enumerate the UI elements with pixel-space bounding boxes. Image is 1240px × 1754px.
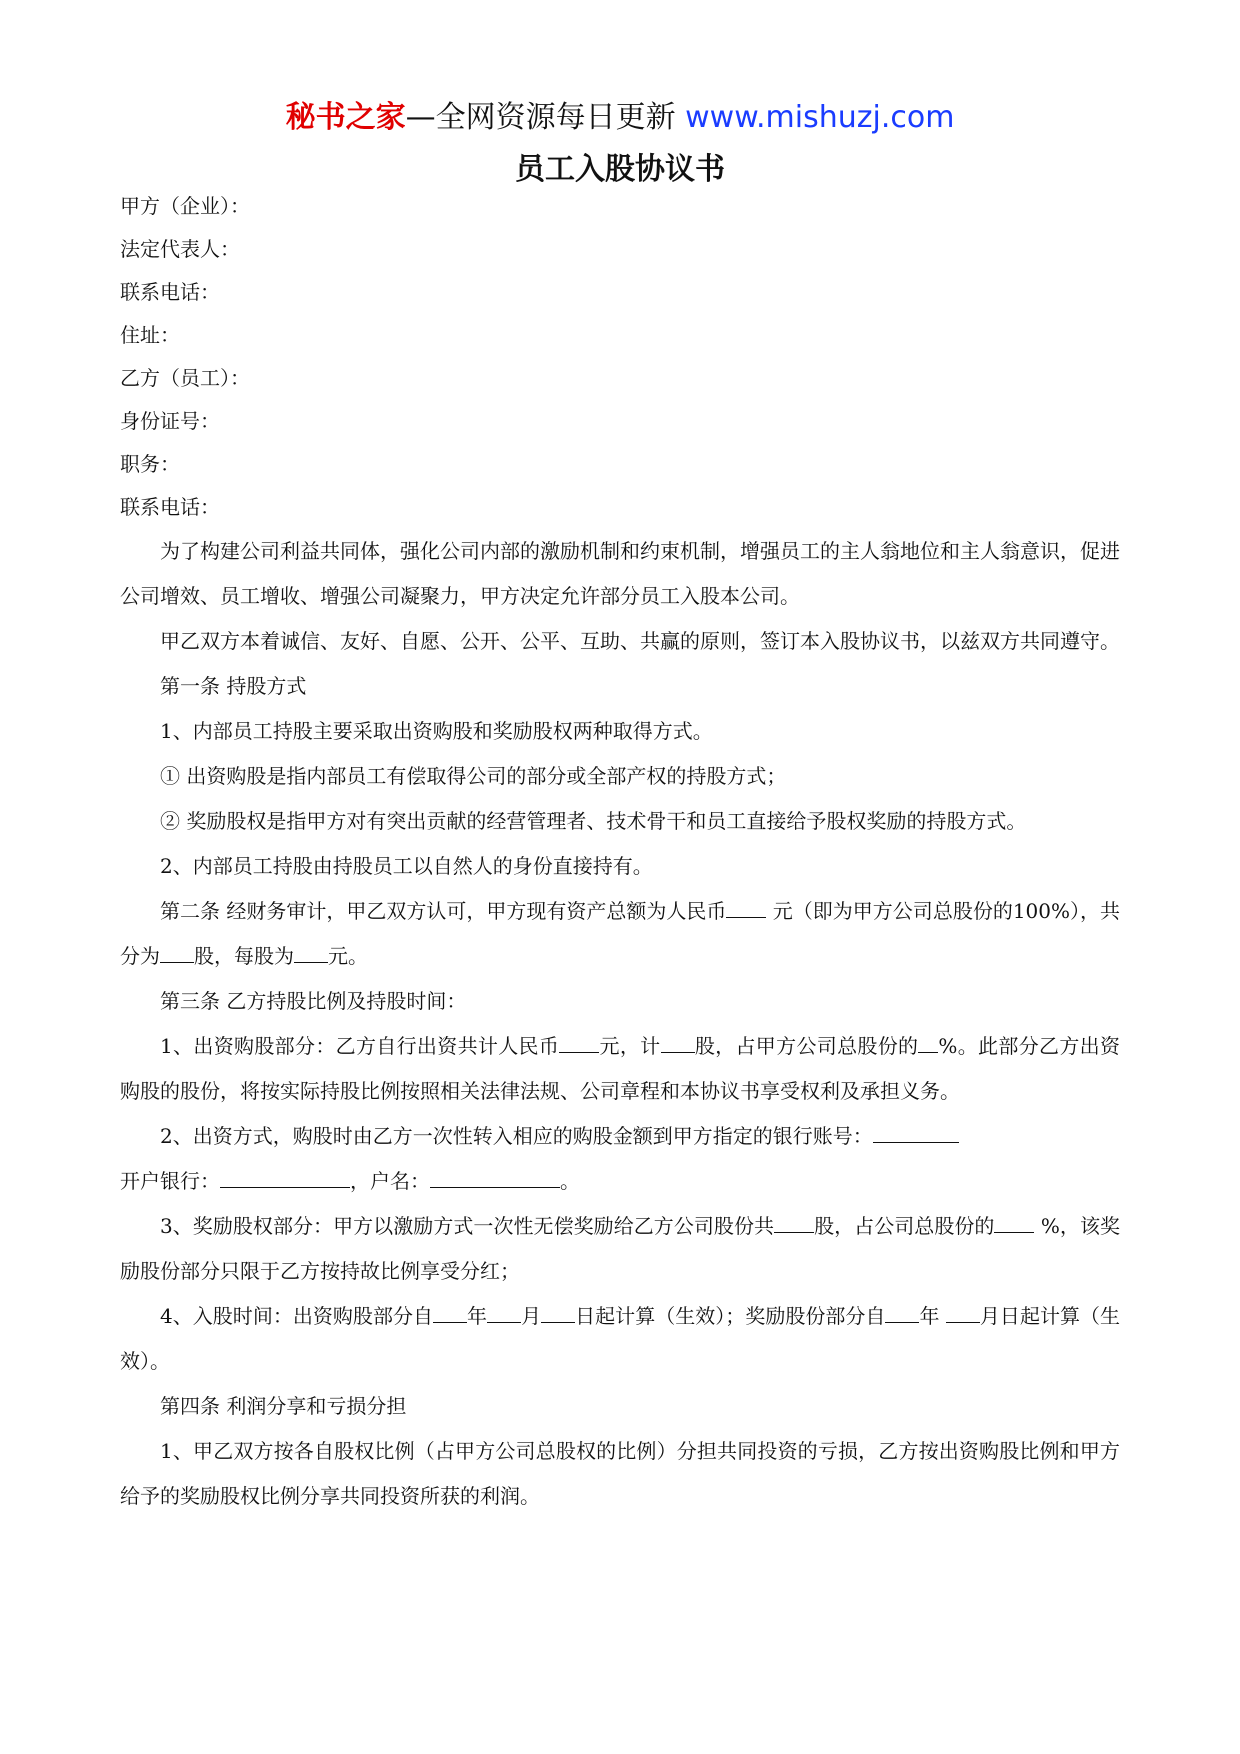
- article-3-item-4: [120, 1294, 1120, 1384]
- account-name-blank: [430, 1166, 560, 1188]
- bank-name-blank: [220, 1166, 350, 1188]
- article-4-item-1: 1、甲乙双方按各自股权比例（占甲方公司总股权的比例）分担共同投资的亏损，乙方按出资购股比例和甲方给予的奖励股权比例分享共同投资所获的利润。: [120, 1439, 1120, 1508]
- document-body: [120, 185, 1120, 1519]
- site-banner: [0, 96, 1240, 140]
- article-3-item-1: [120, 1024, 1120, 1114]
- article-2-text-b: 元（即为甲方公司总股份的100%），共分为: [120, 899, 1121, 968]
- principle-paragraph: 甲乙双方本着诚信、友好、自愿、公开、公平、互助、共赢的原则，签订本入股协议书，以兹双方共同遵守。: [160, 629, 1120, 653]
- bank-label: 开户银行：: [120, 1169, 220, 1193]
- banner-url[interactable]: www.mishuzj.com: [685, 100, 955, 135]
- purchase-day-blank: [541, 1301, 575, 1323]
- total-assets-blank: [726, 896, 766, 918]
- article-1-item-1b: ② 奖励股权是指甲方对有突出贡献的经营管理者、技术骨干和员工直接给予股权奖励的持股方式。: [160, 809, 1027, 833]
- purchase-shares-blank: [661, 1031, 695, 1053]
- article-1-heading: 第一条 持股方式: [160, 674, 307, 698]
- article-3-item-2-bank-line: [120, 1159, 1120, 1204]
- article-3-item-1-text-c: 股，占甲方公司总股份的: [694, 1034, 919, 1058]
- reward-year-blank: [885, 1301, 919, 1323]
- article-3-item-4-text-a: 4、入股时间：出资购股部分自: [160, 1304, 434, 1328]
- article-3-item-1-text-d: %。此部分乙方出资购股的股份，将按实际持股比例按照相关法律法规、公司章程和本协议书享受权利及承担义务。: [120, 1034, 1120, 1103]
- article-2-text-a: 第二条 经财务审计，甲乙双方认可，甲方现有资产总额为人民币: [160, 899, 727, 923]
- article-3-item-3: [120, 1204, 1120, 1294]
- article-2-text-c: 股，每股为: [194, 944, 294, 968]
- article-4-heading: 第四条 利润分享和亏损分担: [160, 1394, 407, 1418]
- article-3-item-3-text-c: %，该奖励股份部分只限于乙方按持故比例享受分红；: [120, 1214, 1120, 1283]
- bank-line-end: 。: [560, 1169, 580, 1193]
- bank-account-blank: [873, 1121, 959, 1143]
- article-3-item-3-text-a: 3、奖励股权部分：甲方以激励方式一次性无偿奖励给乙方公司股份共: [160, 1214, 775, 1238]
- purchase-year-blank: [433, 1301, 467, 1323]
- article-2: [120, 889, 1120, 979]
- reward-month-blank: [946, 1301, 980, 1323]
- article-3-heading: 第三条 乙方持股比例及持股时间：: [160, 989, 467, 1013]
- banner-tagline: —全网资源每日更新: [405, 100, 676, 135]
- article-1-item-1: 1、内部员工持股主要采取出资购股和奖励股权两种取得方式。: [160, 719, 713, 743]
- article-3-item-4-text-b: 年: [467, 1304, 488, 1328]
- legal-representative-field: 法定代表人：: [120, 237, 240, 261]
- account-name-label: ，户名：: [350, 1169, 430, 1193]
- article-3-item-1-text-a: 1、出资购股部分：乙方自行出资共计人民币: [160, 1034, 560, 1058]
- article-3-item-4-text-f: 月日起计算（生效）。: [120, 1304, 1121, 1373]
- article-2-text-d: 元。: [328, 944, 368, 968]
- article-3-item-4-text-d: 日起计算（生效）；奖励股份部分自: [575, 1304, 886, 1328]
- article-1-item-1a: ① 出资购股是指内部员工有偿取得公司的部分或全部产权的持股方式；: [160, 764, 787, 788]
- document-title: 员工入股协议书: [515, 152, 725, 187]
- purchase-month-blank: [487, 1301, 521, 1323]
- total-shares-blank: [160, 941, 194, 963]
- article-3-item-4-text-c: 月: [521, 1304, 542, 1328]
- party-b-id-field: 身份证号：: [120, 409, 220, 433]
- party-b-position-field: 职务：: [120, 452, 180, 476]
- article-3-item-2: [120, 1114, 1120, 1159]
- party-a-address-field: 住址：: [120, 323, 180, 347]
- article-3-item-2-text-a: 2、出资方式，购股时由乙方一次性转入相应的购股金额到甲方指定的银行账号：: [160, 1124, 873, 1148]
- party-b-phone-field: 联系电话：: [120, 495, 220, 519]
- banner-brand: 秘书之家: [285, 100, 406, 135]
- article-1-item-2: 2、内部员工持股由持股员工以自然人的身份直接持有。: [160, 854, 653, 878]
- party-a-name-field: 甲方（企业）：: [120, 194, 250, 218]
- purchase-percent-blank: [918, 1031, 938, 1053]
- party-b-name-field: 乙方（员工）：: [120, 366, 250, 390]
- intro-paragraph: 为了构建公司利益共同体，强化公司内部的激励机制和约束机制，增强员工的主人翁地位和主人翁意识，促进公司增效、员工增收、增强公司凝聚力，甲方决定允许部分员工入股本公司。: [120, 539, 1120, 608]
- article-3-item-1-text-b: 元，计: [599, 1034, 661, 1058]
- party-a-phone-field: 联系电话：: [120, 280, 220, 304]
- article-3-item-3-text-b: 股，占公司总股份的: [814, 1214, 995, 1238]
- reward-percent-blank: [994, 1211, 1034, 1233]
- article-3-item-4-text-e: 年: [919, 1304, 940, 1328]
- purchase-amount-blank: [559, 1031, 599, 1053]
- share-price-blank: [294, 941, 328, 963]
- reward-shares-blank: [774, 1211, 814, 1233]
